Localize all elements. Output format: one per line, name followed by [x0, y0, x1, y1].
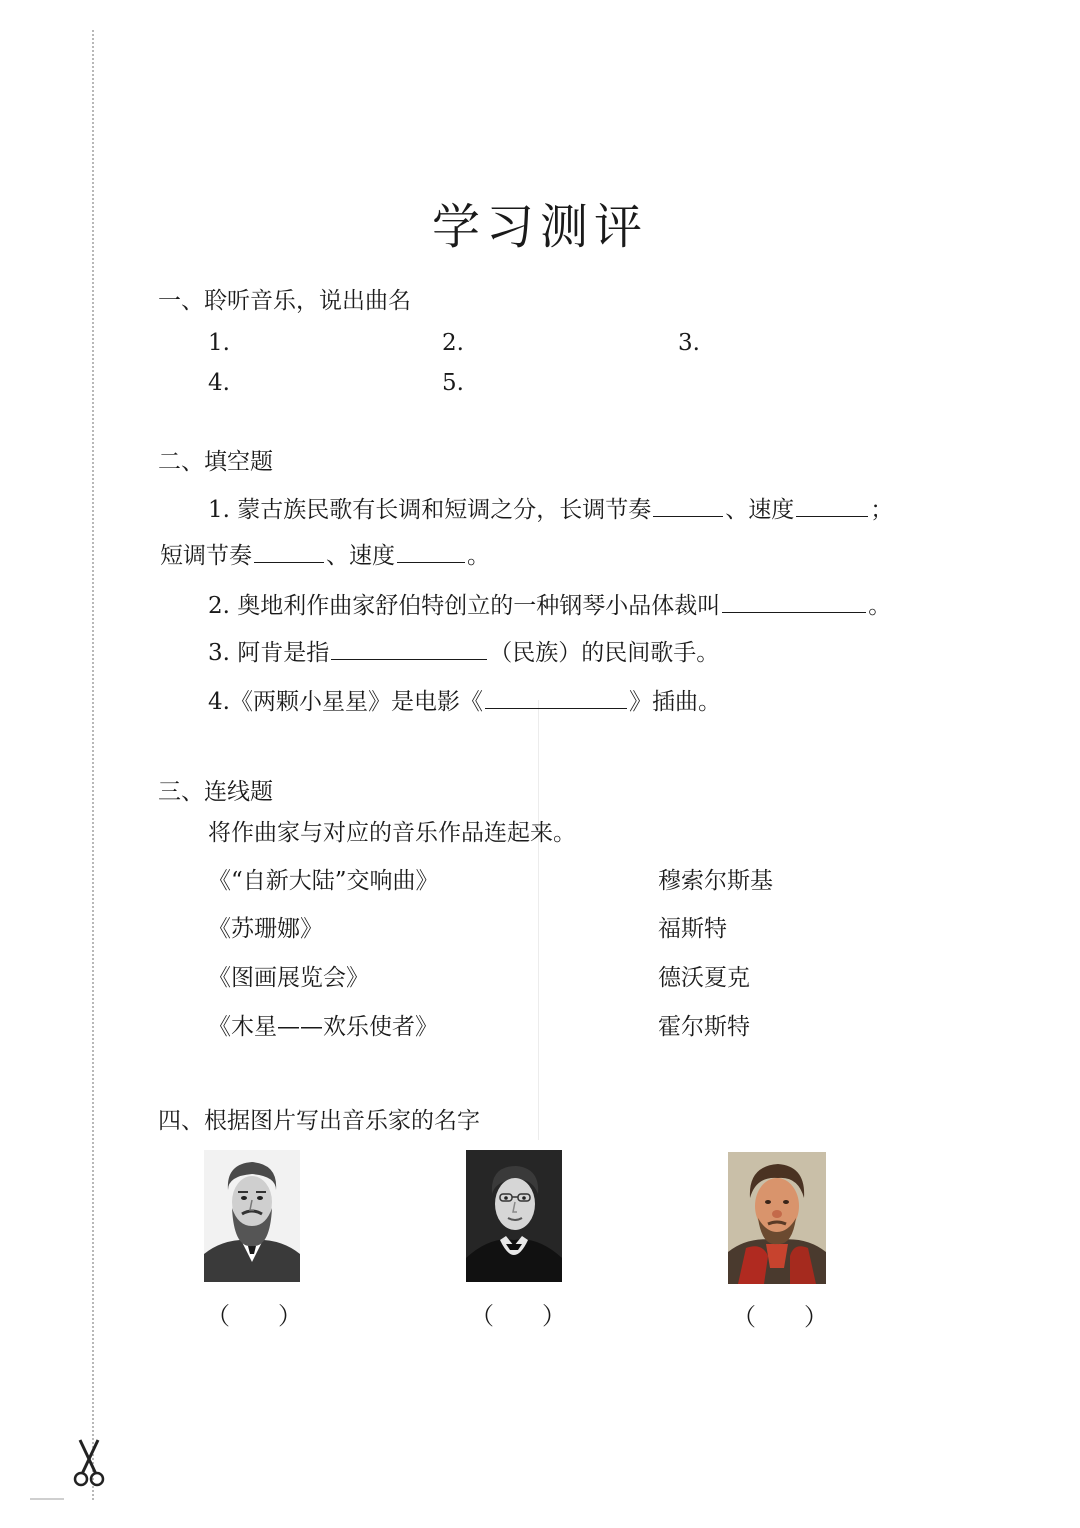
listen-item-3: 3. — [678, 330, 700, 356]
section1-heading: 一、聆听音乐，说出曲名 — [158, 288, 411, 314]
q1-text-e: 、速度 — [326, 543, 395, 569]
q2-text-b: 。 — [868, 593, 892, 619]
work-item-2[interactable]: 《苏珊娜》 — [208, 916, 323, 942]
q3-text-b: （民族）的民间歌手。 — [489, 640, 720, 666]
q4-text-b: 》插曲。 — [628, 689, 721, 715]
q1-blank-1[interactable] — [653, 494, 723, 517]
work-item-1[interactable]: 《“自新大陆”交响曲》 — [208, 868, 439, 894]
q1-text-f: 。 — [467, 543, 490, 569]
q2-blank[interactable] — [722, 590, 866, 613]
listen-item-2: 2. — [442, 330, 464, 356]
q1-text-c: ； — [870, 497, 894, 523]
bottom-mark — [30, 1498, 64, 1500]
fold-line — [538, 700, 539, 1140]
composer-item-3[interactable]: 德沃夏克 — [658, 965, 750, 991]
section2-heading: 二、填空题 — [158, 449, 273, 475]
q2-text-a: 2. 奥地利作曲家舒伯特创立的一种钢琴小品体裁叫 — [208, 593, 721, 619]
fill-question-1-cont — [160, 540, 490, 568]
q1-blank-3[interactable] — [254, 540, 324, 563]
composer-item-2[interactable]: 福斯特 — [658, 916, 727, 942]
q1-text-b: 、速度 — [725, 497, 795, 523]
q1-text-d: 短调节奏 — [160, 543, 252, 569]
portrait-2 — [466, 1150, 562, 1282]
answer-paren-1[interactable]: （ ） — [206, 1302, 302, 1330]
section3-instruction: 将作曲家与对应的音乐作品连起来。 — [208, 820, 576, 846]
composer-item-1[interactable]: 穆索尔斯基 — [658, 868, 773, 894]
portrait-3 — [728, 1152, 826, 1284]
work-item-4[interactable]: 《木星——欢乐使者》 — [208, 1014, 438, 1040]
fill-question-3 — [208, 637, 719, 665]
listen-item-5: 5. — [442, 370, 464, 396]
section4-heading: 四、根据图片写出音乐家的名字 — [158, 1108, 480, 1134]
q4-blank[interactable] — [485, 686, 627, 709]
answer-paren-2[interactable]: （ ） — [470, 1302, 566, 1330]
listen-item-1: 1. — [208, 330, 230, 356]
composer-item-4[interactable]: 霍尔斯特 — [658, 1014, 750, 1040]
work-item-3[interactable]: 《图画展览会》 — [208, 965, 369, 991]
q1-text-a: 1. 蒙古族民歌有长调和短调之分，长调节奏 — [208, 497, 652, 523]
scissors-icon — [72, 1438, 106, 1488]
section3-heading: 三、连线题 — [158, 779, 273, 805]
portrait-1 — [204, 1150, 300, 1282]
q1-blank-4[interactable] — [397, 540, 465, 563]
q1-blank-2[interactable] — [796, 494, 868, 517]
fill-question-2 — [208, 590, 891, 618]
answer-paren-3[interactable]: （ ） — [732, 1303, 828, 1331]
fill-question-4 — [208, 686, 721, 714]
listen-item-4: 4. — [208, 370, 230, 396]
q3-blank[interactable] — [331, 637, 487, 660]
q4-text-a: 4.《两颗小星星》是电影《 — [208, 689, 483, 715]
fill-question-1 — [208, 494, 893, 522]
q3-text-a: 3. 阿肯是指 — [208, 640, 330, 666]
page-title: 学习测评 — [431, 199, 648, 255]
